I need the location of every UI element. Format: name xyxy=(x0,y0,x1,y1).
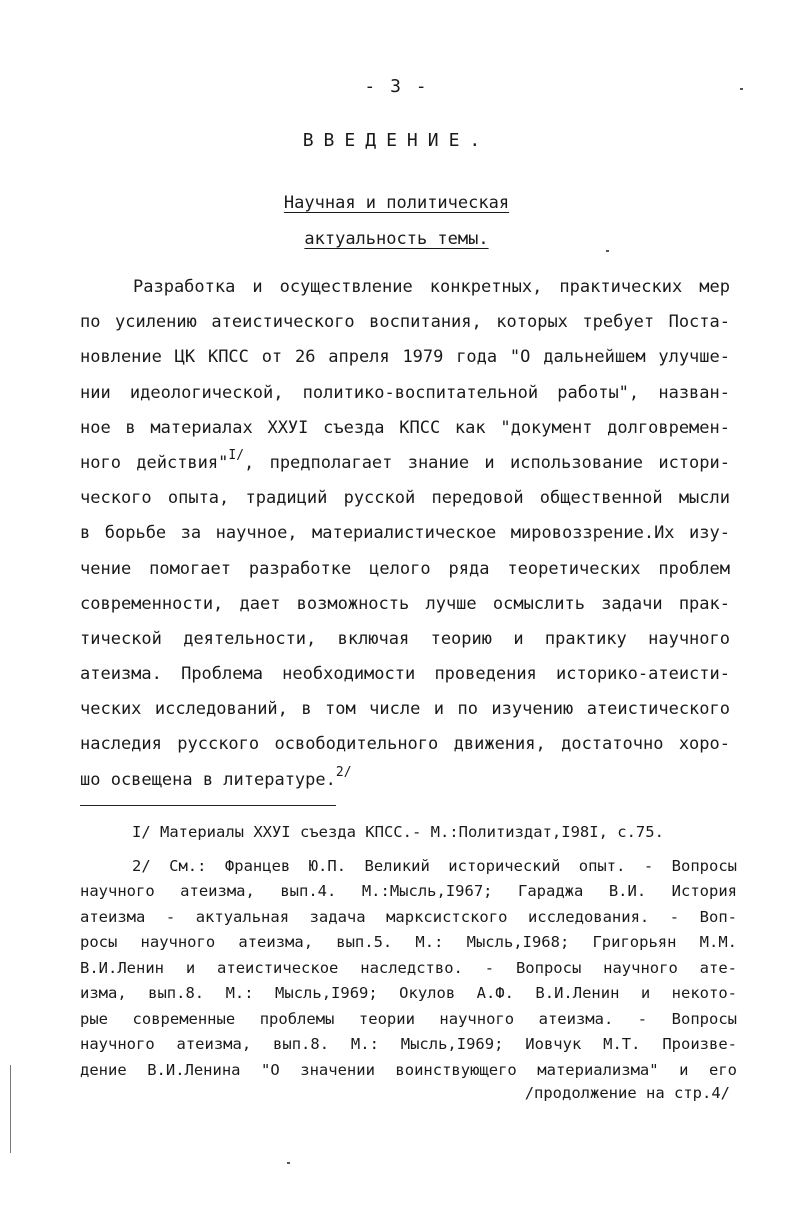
page-number: - 3 - xyxy=(364,76,429,97)
footnote-2-line: изма, вып.8. М.: Мысль,I969; Окулов А.Ф. В.И.Ленин и некото- xyxy=(80,984,737,1002)
footnote-2-line: атеизма - актуальная задача марксистского исследования. - Воп- xyxy=(80,907,737,926)
body-line: по усилению атеистического воспитания, которых требует Поста- xyxy=(80,312,730,333)
body-line: новление ЦК КПСС от 26 апреля 1979 года "О дальнейшем улучше- xyxy=(80,347,730,368)
section-subtitle-line-2 xyxy=(0,229,793,249)
body-line: ное в материалах ХХУI съезда КПСС как "документ долговремен- xyxy=(80,417,730,438)
footnotes xyxy=(80,820,737,1083)
body-line-part: предполагает знание и использование истори- xyxy=(269,452,730,473)
footnote-divider xyxy=(80,805,336,806)
subtitle-text-1: Научная и политическая xyxy=(283,193,510,213)
body-line: атеизма. Проблема необходимости проведения историко-атеисти- xyxy=(80,664,730,685)
body-line: в борьбе за научное, материалистическое мировоззрение.Их изу- xyxy=(80,523,730,544)
footnote-2-line: научного атеизма, вып.4. М.:Мысль,I967; Гараджа В.И. История xyxy=(80,882,737,900)
footnote-2-line: 2/ См.: Францев Ю.П. Великий исторический опыт. - Вопросы xyxy=(132,856,737,875)
body-line: тической деятельности, включая теорию и практику научного xyxy=(80,628,730,649)
body-line-part: шо освещена в литературе. xyxy=(80,769,336,790)
scan-speck xyxy=(740,88,743,90)
body-line-part: ного действия" xyxy=(80,452,229,473)
footnote-1: I/ Материалы ХХУI съезда КПСС.- М.:Политиздат,I98I, с.75. xyxy=(132,823,664,841)
footnote-ref-2: 2/ xyxy=(335,764,352,780)
body-line: чение помогает разработке целого ряда теоретических проблем xyxy=(80,558,730,579)
body-line-with-footnote-ref: ного действия"$^{I/}$, предполагает знание и использование истори- xyxy=(80,448,730,473)
footnote-2-line: дение В.И.Ленина "О значении воинствующего материализма" и его xyxy=(80,1060,737,1079)
scan-speck xyxy=(287,1162,290,1164)
subtitle-text-2: актуальность темы. xyxy=(304,229,489,249)
section-subtitle-line-1 xyxy=(0,193,793,213)
body-line: ческих исследований, в том числе и по изучению атеистического xyxy=(80,699,730,720)
continuation-note: /продолжение на стр.4/ xyxy=(524,1084,730,1102)
scan-margin-line xyxy=(10,1065,11,1153)
footnote-2-line: В.И.Ленин и атеистическое наследство. - Вопросы научного ате- xyxy=(80,958,737,977)
footnote-ref-1: I/ xyxy=(228,448,245,464)
footnote-2-line: рые современные проблемы теории научного атеизма. - Вопросы xyxy=(80,1009,737,1028)
footnote-spacer xyxy=(80,846,737,854)
body-paragraph xyxy=(80,270,730,798)
body-line: наследия русского освободительного движения, достаточно хоро- xyxy=(80,734,730,755)
footnote-2-line: росы научного атеизма, вып.5. М.: Мысль,I968; Григорьян М.М. xyxy=(80,933,737,951)
body-line: Разработка и осуществление конкретных, практических мер xyxy=(133,277,730,297)
body-line: ческого опыта, традиций русской передовой общественной мысли xyxy=(80,488,730,509)
body-line: современности, дает возможность лучше осмыслить задачи прак- xyxy=(80,593,730,614)
page-title: ВВЕДЕНИЕ. xyxy=(302,130,491,151)
footnote-2-line: научного атеизма, вып.8. М.: Мысль,I969; Иовчук М.Т. Произве- xyxy=(80,1035,737,1053)
body-line-with-footnote-ref xyxy=(80,763,730,798)
scan-speck xyxy=(606,250,609,252)
body-line: нии идеологической, политико-воспитательной работы", назван- xyxy=(80,382,730,403)
